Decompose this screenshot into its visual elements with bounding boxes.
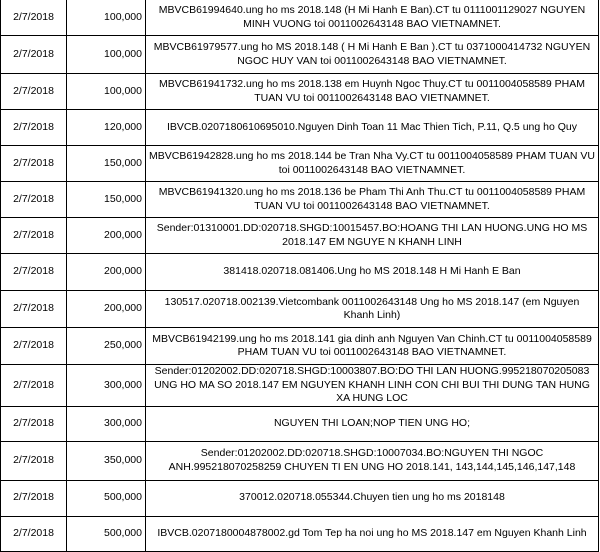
description-cell: MBVCB61994640.ung ho ms 2018.148 (H Mi Hanh E Ban).CT tu 0111001129027 NGUYEN MINH VUONG toi 0011002643148 BAO VIETNAMNET. (146, 0, 599, 36)
amount-cell: 300,000 (67, 406, 146, 441)
amount-cell: 200,000 (67, 254, 146, 291)
date-cell: 2/7/2018 (1, 36, 67, 74)
amount-cell: 200,000 (67, 291, 146, 328)
amount-cell: 250,000 (67, 328, 146, 365)
table-row (1, 441, 599, 480)
date-cell: 2/7/2018 (1, 365, 67, 407)
amount-cell: 100,000 (67, 0, 146, 36)
table-row (1, 365, 599, 407)
amount-cell: 300,000 (67, 365, 146, 407)
description-cell: Sender:01202002.DD:020718.SHGD:10007034.BO:NGUYEN THI NGOC ANH.995218070258259 CHUYEN TI EN UNG HO 2018.141, 143,144,145,146,147,148 (146, 441, 599, 480)
table-row (1, 328, 599, 365)
description-cell: MBVCB61941732.ung ho ms 2018.138 em Huynh Ngoc Thuy.CT tu 0011004058589 PHAM TUAN VU toi 0011002643148 BAO VIETNAMNET. (146, 74, 599, 110)
description-cell: 130517.020718.002139.Vietcombank 0011002643148 Ung ho MS 2018.147 (em Nguyen Khanh Linh) (146, 291, 599, 328)
table-row (1, 291, 599, 328)
date-cell: 2/7/2018 (1, 254, 67, 291)
table-row (1, 406, 599, 441)
description-cell: 370012.020718.055344.Chuyen tien ung ho ms 2018148 (146, 480, 599, 516)
description-cell: Sender:01310001.DD:020718.SHGD:10015457.BO:HOANG THI LAN HUONG.UNG HO MS 2018.147 EM NGUYE N KHANH LINH (146, 218, 599, 254)
table-row (1, 146, 599, 182)
date-cell: 2/7/2018 (1, 0, 67, 36)
date-cell: 2/7/2018 (1, 328, 67, 365)
amount-cell: 350,000 (67, 441, 146, 480)
amount-cell: 120,000 (67, 110, 146, 146)
table-row (1, 516, 599, 551)
date-cell: 2/7/2018 (1, 146, 67, 182)
amount-cell: 500,000 (67, 516, 146, 551)
description-cell: 381418.020718.081406.Ung ho MS 2018.148 H Mi Hanh E Ban (146, 254, 599, 291)
table-row (1, 218, 599, 254)
description-cell: MBVCB61979577.ung ho MS 2018.148 ( H Mi Hanh E Ban ).CT tu 0371000414732 NGUYEN NGOC HUY VAN toi 0011002643148 BAO VIETNAMNET. (146, 36, 599, 74)
date-cell: 2/7/2018 (1, 291, 67, 328)
table-row (1, 254, 599, 291)
date-cell: 2/7/2018 (1, 406, 67, 441)
description-cell: NGUYEN THI LOAN;NOP TIEN UNG HO; (146, 406, 599, 441)
description-cell: MBVCB61941320.ung ho ms 2018.136 be Pham Thi Anh Thu.CT tu 0011004058589 PHAM TUAN VU toi 0011002643148 BAO VIETNAMNET. (146, 182, 599, 218)
table-row (1, 74, 599, 110)
date-cell: 2/7/2018 (1, 182, 67, 218)
date-cell: 2/7/2018 (1, 218, 67, 254)
amount-cell: 150,000 (67, 146, 146, 182)
date-cell: 2/7/2018 (1, 110, 67, 146)
date-cell: 2/7/2018 (1, 74, 67, 110)
description-cell: IBVCB.0207180610695010.Nguyen Dinh Toan 11 Mac Thien Tich, P.11, Q.5 ung ho Quy (146, 110, 599, 146)
description-cell: Sender:01202002.DD:020718.SHGD:10003807.BO:DO THI LAN HUONG.995218070205083 UNG HO MA SO 2018.147 EM NGUYEN KHANH LINH CON CHI BUI THI DUNG TAN HUNG XA HUNG LOC (146, 365, 599, 407)
table-row (1, 36, 599, 74)
table-row (1, 0, 599, 36)
amount-cell: 200,000 (67, 218, 146, 254)
table-row (1, 182, 599, 218)
amount-cell: 100,000 (67, 74, 146, 110)
date-cell: 2/7/2018 (1, 480, 67, 516)
table-row (1, 480, 599, 516)
date-cell: 2/7/2018 (1, 441, 67, 480)
table-row (1, 110, 599, 146)
description-cell: MBVCB61942199.ung ho ms 2018.141 gia dinh anh Nguyen Van Chinh.CT tu 0011004058589 PHAM TUAN VU toi 0011002643148 BAO VIETNAMNET. (146, 328, 599, 365)
amount-cell: 100,000 (67, 36, 146, 74)
description-cell: IBVCB.0207180004878002.gd Tom Tep ha noi ung ho MS 2018.147 em Nguyen Khanh Linh (146, 516, 599, 551)
date-cell: 2/7/2018 (1, 516, 67, 551)
description-cell: MBVCB61942828.ung ho ms 2018.144 be Tran Nha Vy.CT tu 0011004058589 PHAM TUAN VU toi 0011002643148 BAO VIETNAMNET. (146, 146, 599, 182)
amount-cell: 150,000 (67, 182, 146, 218)
amount-cell: 500,000 (67, 480, 146, 516)
